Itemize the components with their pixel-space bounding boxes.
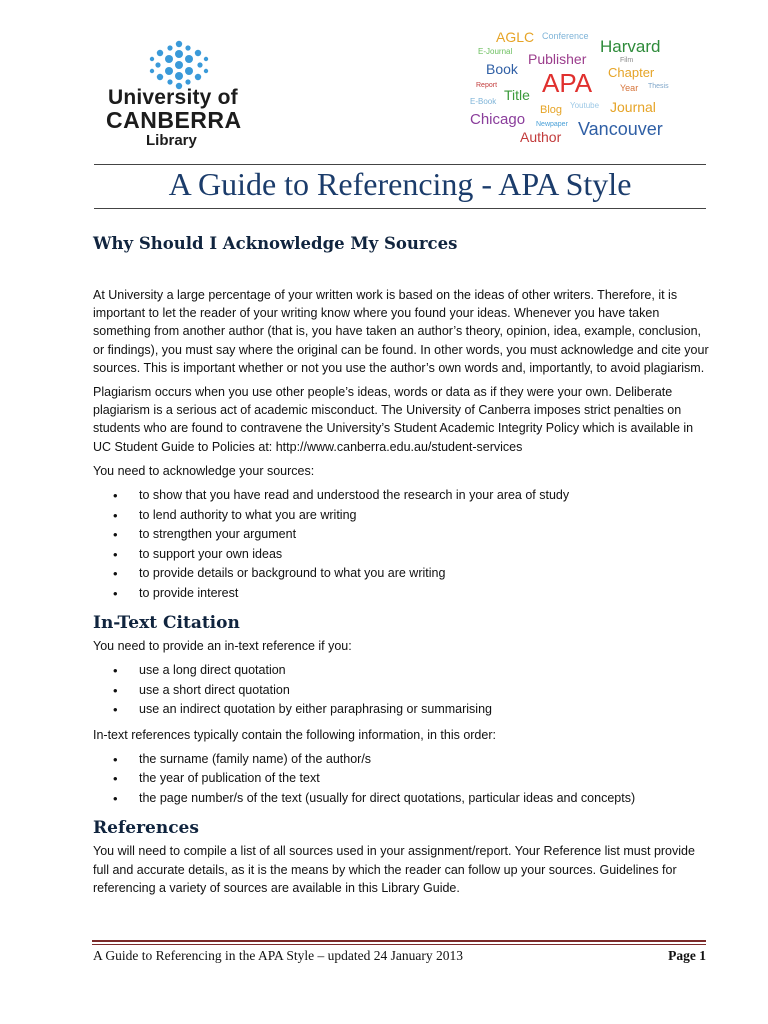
cloud-word: Author: [520, 129, 562, 145]
intext-cases-list: [93, 661, 713, 720]
cloud-word: Publisher: [528, 51, 587, 67]
document-title: A Guide to Referencing - APA Style: [168, 166, 632, 202]
title-rule-bottom: [94, 208, 706, 209]
list-item: • the surname (family name) of the author/s: [93, 750, 713, 770]
list-item: • use a long direct quotation: [93, 661, 713, 681]
cloud-word: E-Book: [470, 97, 497, 106]
intext-info-intro: In-text references typically contain the following information, in this order:: [93, 727, 496, 742]
cloud-word: Journal: [610, 99, 656, 115]
list-item: • use an indirect quotation by either paraphrasing or summarising: [93, 700, 713, 720]
cloud-word: Youtube: [570, 101, 600, 110]
cloud-word: Book: [486, 61, 518, 77]
cloud-word: Vancouver: [578, 119, 663, 139]
list-item: • to show that you have read and understood the research in your area of study: [93, 486, 713, 506]
title-rule-top: [94, 164, 706, 165]
heading-in-text-citation: In-Text Citation: [93, 613, 240, 634]
heading-references: References: [93, 818, 199, 839]
heading-why-acknowledge: Why Should I Acknowledge My Sources: [93, 234, 458, 253]
list-item: • to lend authority to what you are writing: [93, 506, 713, 526]
list-item: • to strengthen your argument: [93, 525, 713, 545]
paragraph-plagiarism: Plagiarism occurs when you use other people’s ideas, words or data as if they were your own. Deliberate plagiarism is a serious act of academic misconduct. The University of Canberra imposes strict penalties on students who are found to contravene the University’s Student Academic Integrity Policy which is available in UC Student Guide to Policies at: http://www.canberra.edu.au/student-services: [93, 385, 694, 454]
cloud-word: Title: [504, 87, 530, 103]
list-item: • to provide details or background to what you are writing: [93, 564, 713, 584]
footer-rule-thick: [92, 940, 706, 942]
logo-line-university: University of: [108, 86, 238, 109]
acknowledge-intro: You need to acknowledge your sources:: [93, 463, 315, 478]
list-item: • the year of publication of the text: [93, 769, 713, 789]
cloud-word: Report: [476, 82, 498, 89]
cloud-word: AGLC: [496, 29, 535, 45]
cloud-word: Conference: [542, 31, 589, 41]
snowflake-logo-icon: [144, 40, 214, 90]
cloud-word: E-Journal: [478, 47, 513, 56]
cloud-word: Film: [620, 57, 634, 64]
paragraph-references: You will need to compile a list of all sources used in your assignment/report. Your Reference list must provide full and accurate details, as it is the means by which the reader can follow up your sources. Guidelines for referencing a variety of sources are available in this Library Guide.: [93, 844, 695, 895]
cloud-word: Year: [620, 83, 639, 93]
page-number: Page 1: [668, 948, 706, 963]
document-body: [93, 230, 713, 903]
intext-info-list: [93, 750, 713, 809]
cloud-word: Chapter: [608, 65, 655, 80]
cloud-word: Chicago: [470, 111, 526, 128]
footer-text: A Guide to Referencing in the APA Style – updated 24 January 2013: [93, 948, 463, 963]
cloud-word: APA: [542, 68, 593, 98]
logo-line-canberra: CANBERRA: [106, 107, 242, 133]
paragraph-why: At University a large percentage of your written work is based on the ideas of other writers. Therefore, it is important to let the reader of your writing know where you found your ideas. Whenever you have taken something from another author (that is, you have taken an author’s theory, opinion, idea, example, conclusion, or findings), you must say where the original can be found. In other words, you must acknowledge and cite your sources. This is important whether or not you use the author’s own words and, importantly, to avoid plagiarism.: [93, 288, 709, 375]
acknowledge-reasons-list: [93, 486, 713, 603]
list-item: • use a short direct quotation: [93, 681, 713, 701]
cloud-word: Harvard: [600, 37, 661, 56]
list-item: • the page number/s of the text (usually for direct quotations, particular ideas and concepts): [93, 789, 713, 809]
university-logo: [104, 36, 254, 154]
list-item: • to support your own ideas: [93, 545, 713, 565]
logo-line-library: Library: [146, 132, 197, 149]
footer-rule-thin: [92, 944, 706, 945]
list-item: • to provide interest: [93, 584, 713, 604]
cloud-word: Newpaper: [536, 121, 568, 128]
referencing-word-cloud: [466, 26, 698, 150]
intext-intro: You need to provide an in-text reference if you:: [93, 639, 352, 654]
cloud-word: Thesis: [648, 83, 669, 90]
cloud-word: Blog: [540, 104, 563, 116]
